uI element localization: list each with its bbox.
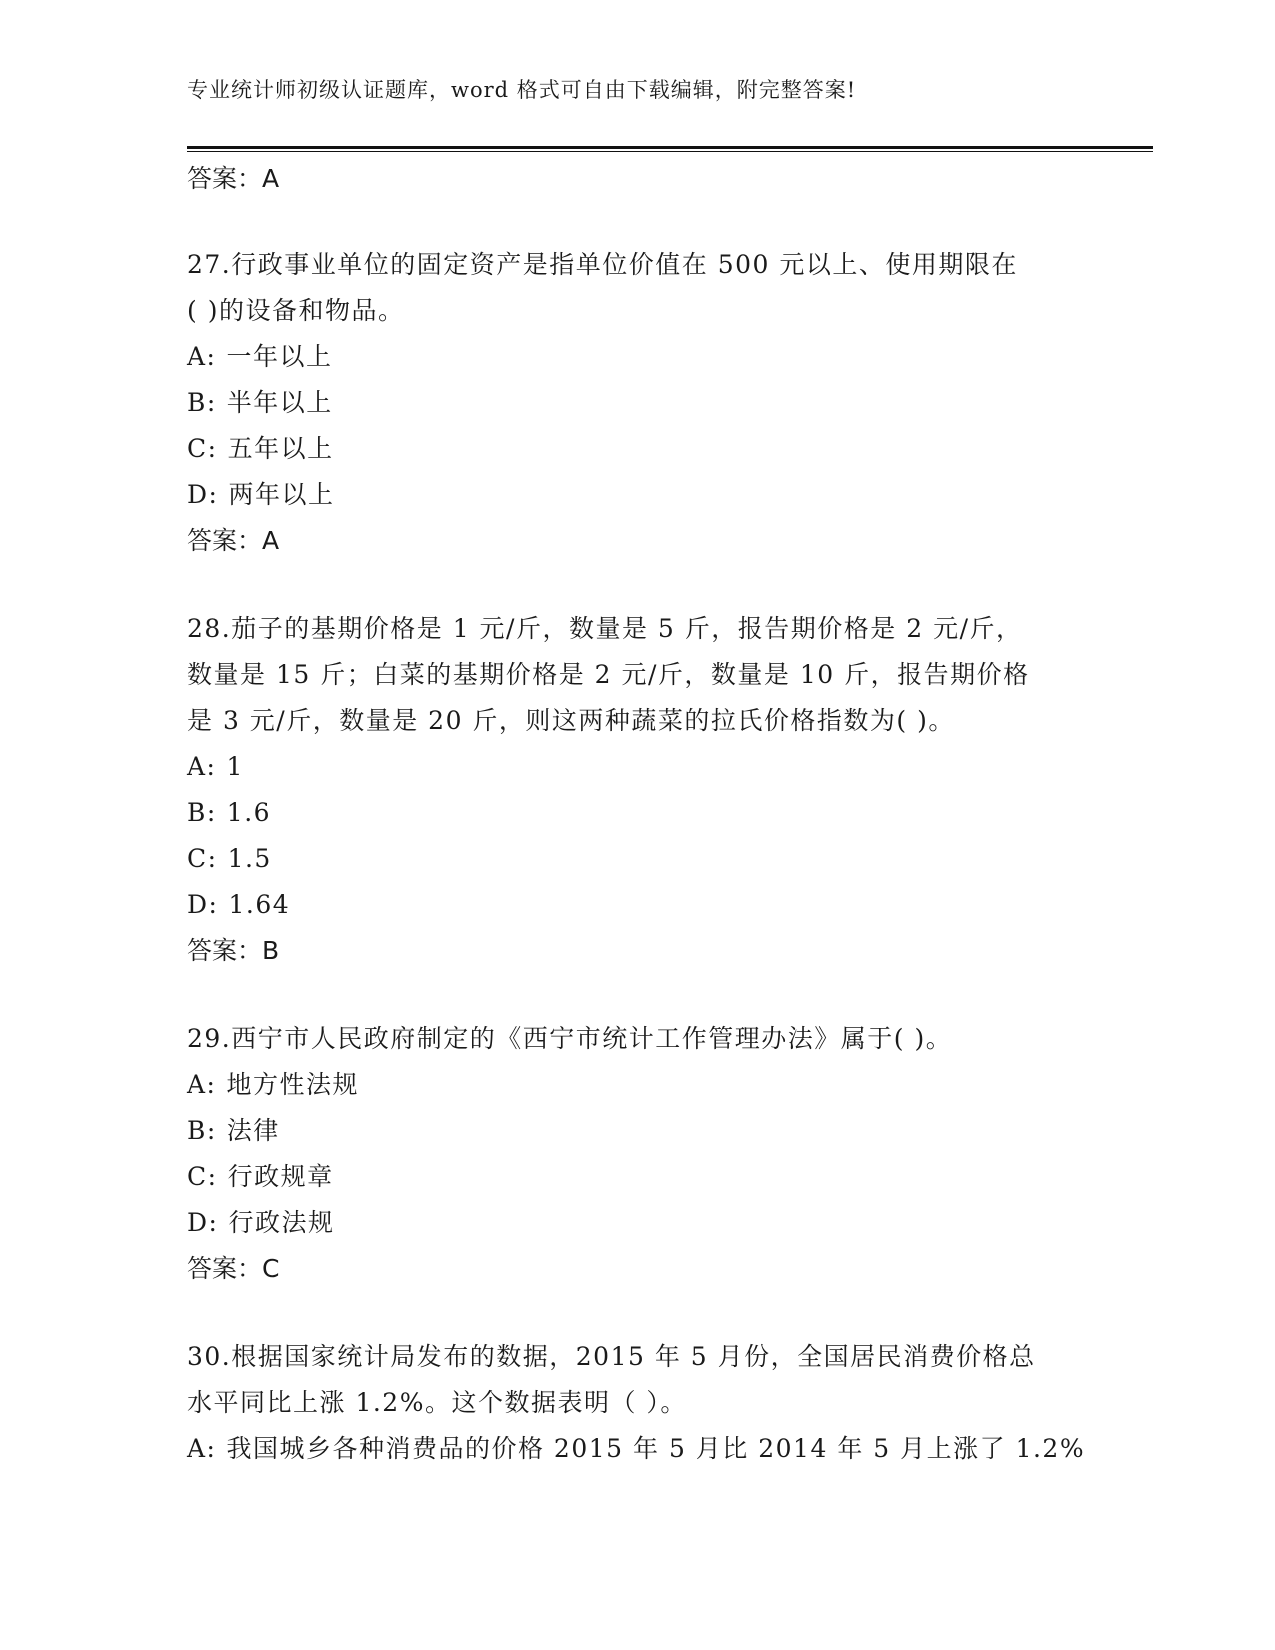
option-text: 法律 (226, 1116, 280, 1145)
stem-line: 数量是 15 斤；白菜的基期价格是 2 元/斤，数量是 10 斤，报告期价格 (187, 660, 1030, 689)
option-text: 1.5 (227, 844, 272, 873)
option-d (187, 1200, 1087, 1246)
question-28 (187, 606, 1087, 974)
option-key: D: (187, 1208, 219, 1237)
option-text: 地方性法规 (226, 1070, 359, 1099)
option-key: A: (187, 752, 217, 781)
stem-line: 28.茄子的基期价格是 1 元/斤，数量是 5 斤，报告期价格是 2 元/斤， (187, 614, 1023, 643)
option-key: A: (187, 1070, 217, 1099)
stem-line: 水平同比上涨 1.2%。这个数据表明（ ）。 (187, 1388, 687, 1417)
question-stem (187, 242, 1087, 334)
option-text: 1.6 (226, 798, 272, 827)
option-key: B: (187, 798, 217, 827)
header-rule-thick (187, 146, 1153, 149)
stem-line: 29.西宁市人民政府制定的《西宁市统计工作管理办法》属于( )。 (187, 1024, 953, 1053)
option-text: 半年以上 (226, 388, 333, 417)
option-c (187, 1154, 1087, 1200)
option-d (187, 472, 1087, 518)
option-a (187, 744, 1087, 790)
option-text: 我国城乡各种消费品的价格 2015 年 5 月比 2014 年 5 月上涨了 1.2% (226, 1434, 1086, 1463)
header-rule-thin (187, 151, 1153, 152)
question-27 (187, 242, 1087, 564)
option-a (187, 334, 1087, 380)
stem-line: 27.行政事业单位的固定资产是指单位价值在 500 元以上、使用期限在 (187, 250, 1018, 279)
option-text: 两年以上 (228, 480, 335, 509)
option-a (187, 1426, 1087, 1472)
option-text: 五年以上 (227, 434, 334, 463)
question-29 (187, 1016, 1087, 1292)
option-key: C: (187, 844, 218, 873)
stem-line: 是 3 元/斤，数量是 20 斤，则这两种蔬菜的拉氏价格指数为( )。 (187, 706, 955, 735)
question-30 (187, 1334, 1087, 1472)
option-key: D: (187, 480, 219, 509)
previous-answer: 答案：A (187, 164, 280, 193)
page-header: 专业统计师初级认证题库，word 格式可自由下载编辑，附完整答案! (187, 78, 857, 102)
option-key: C: (187, 434, 218, 463)
option-c (187, 836, 1087, 882)
option-key: B: (187, 388, 217, 417)
answer-27: 答案：A (187, 526, 280, 555)
option-text: 1 (226, 752, 244, 781)
option-key: D: (187, 890, 219, 919)
answer-28: 答案：B (187, 936, 280, 965)
stem-line: ( )的设备和物品。 (187, 296, 405, 325)
option-a (187, 1062, 1087, 1108)
answer-29: 答案：C (187, 1254, 280, 1283)
option-text: 1.64 (228, 890, 291, 919)
stem-line: 30.根据国家统计局发布的数据，2015 年 5 月份，全国居民消费价格总 (187, 1342, 1036, 1371)
option-text: 行政规章 (227, 1162, 334, 1191)
document-body (187, 156, 1087, 1472)
option-b (187, 790, 1087, 836)
option-b (187, 380, 1087, 426)
question-stem (187, 1016, 1087, 1062)
option-c (187, 426, 1087, 472)
option-d (187, 882, 1087, 928)
option-b (187, 1108, 1087, 1154)
option-key: A: (187, 342, 217, 371)
option-key: C: (187, 1162, 218, 1191)
option-key: B: (187, 1116, 217, 1145)
option-text: 一年以上 (226, 342, 333, 371)
question-stem (187, 606, 1087, 744)
option-key: A: (187, 1434, 217, 1463)
option-text: 行政法规 (228, 1208, 335, 1237)
question-stem (187, 1334, 1087, 1426)
